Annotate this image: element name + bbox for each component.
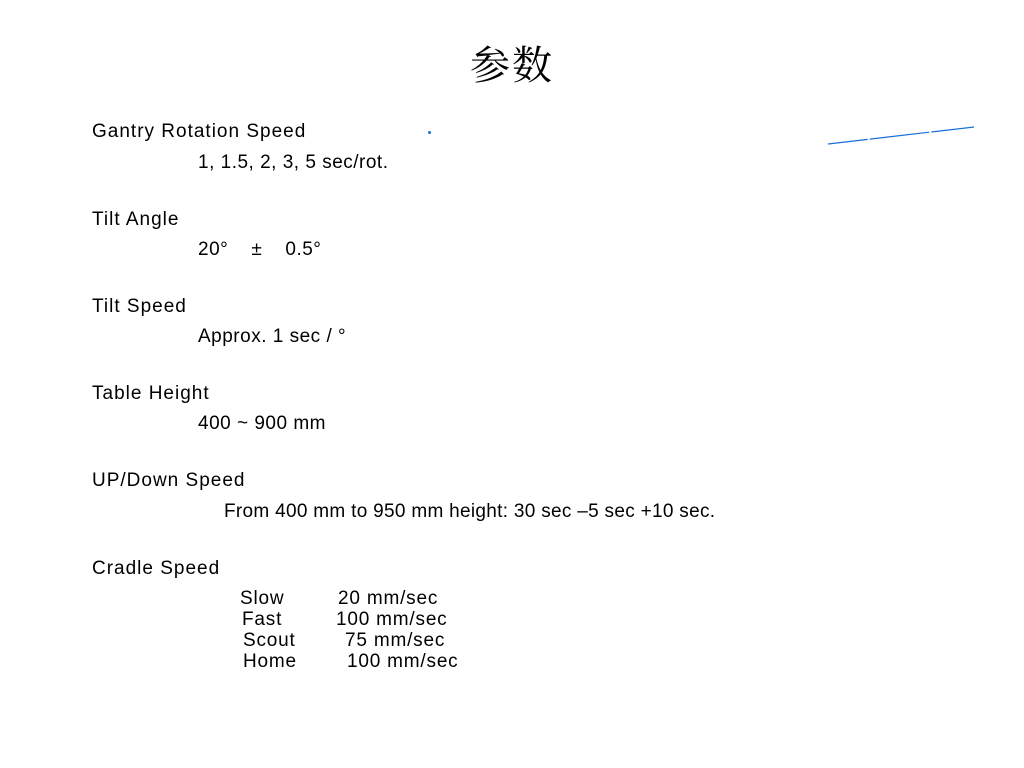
- cradle-mode: Scout: [243, 630, 296, 651]
- cradle-speed-list: [240, 588, 458, 672]
- spec-value-tilt-speed: Approx. 1 sec / °: [198, 326, 347, 347]
- cradle-mode: Home: [243, 651, 297, 672]
- cradle-mode: Fast: [242, 609, 283, 630]
- cradle-speed-row: [240, 609, 458, 630]
- spec-value-up-down-speed: From 400 mm to 950 mm height: 30 sec –5 sec +10 sec.: [224, 501, 716, 522]
- cradle-speed-value: 75 mm/sec: [345, 630, 446, 651]
- cradle-mode: Slow: [240, 588, 285, 609]
- spec-heading-cradle-speed: Cradle Speed: [92, 558, 221, 579]
- spec-heading-tilt-angle: Tilt Angle: [92, 209, 180, 230]
- cradle-speed-row: [240, 651, 458, 672]
- cradle-speed-value: 100 mm/sec: [347, 651, 459, 672]
- spec-value-tilt-angle: 20° ± 0.5°: [198, 239, 322, 260]
- cradle-speed-row: [240, 588, 458, 609]
- cradle-speed-row: [240, 630, 458, 651]
- spec-heading-up-down-speed: UP/Down Speed: [92, 470, 246, 491]
- spec-heading-tilt-speed: Tilt Speed: [92, 296, 187, 317]
- spec-heading-gantry-rotation-speed: Gantry Rotation Speed: [92, 121, 307, 142]
- cradle-speed-value: 100 mm/sec: [336, 609, 448, 630]
- spec-heading-table-height: Table Height: [92, 383, 210, 404]
- slide-title: 参数: [470, 43, 554, 89]
- cradle-speed-value: 20 mm/sec: [338, 588, 439, 609]
- spec-value-table-height: 400 ~ 900 mm: [198, 413, 326, 434]
- spec-value-gantry-rotation-speed: 1, 1.5, 2, 3, 5 sec/rot.: [198, 152, 389, 173]
- decorative-blue-dot: [428, 131, 431, 134]
